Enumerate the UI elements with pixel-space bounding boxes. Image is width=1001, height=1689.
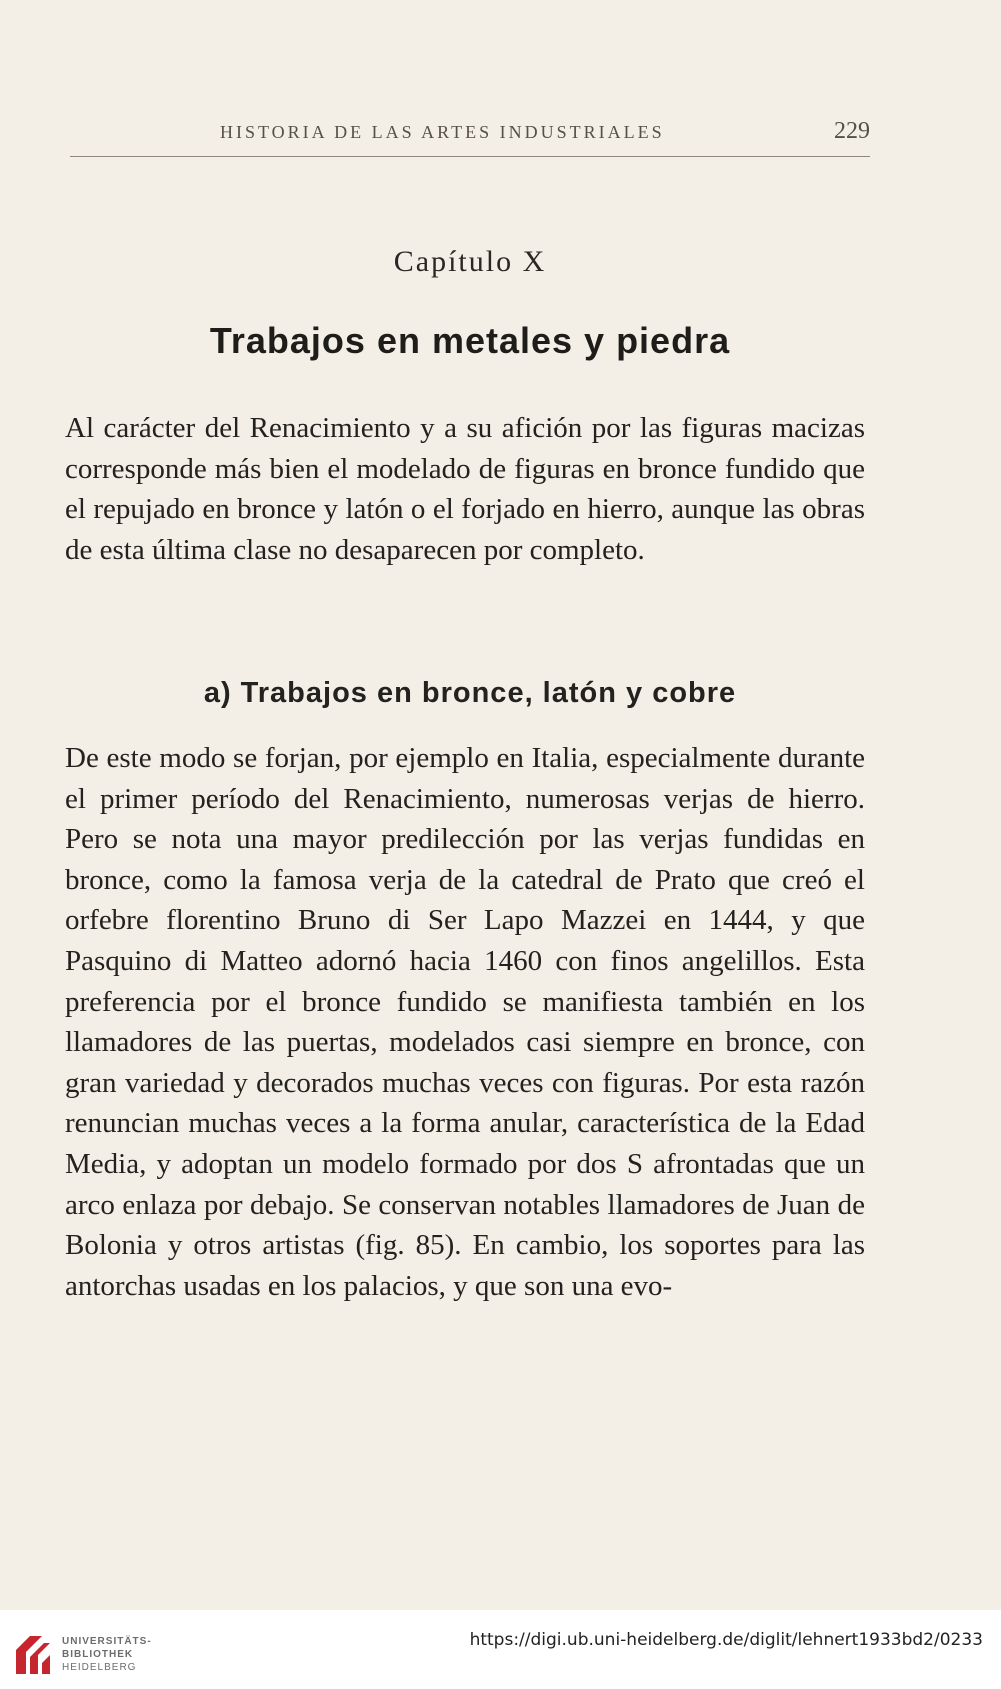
intro-paragraph: Al carácter del Renacimiento y a su afición por las figuras macizas corresponde más bien el modelado de figuras en bronce fundido que el repujado en bronce y latón o el forjado en hierro, aunque las obras de esta última clase no desaparecen por completo.: [65, 412, 865, 567]
library-name-line-2: BIBLIOTHEK: [62, 1649, 134, 1660]
library-name-line-1: UNIVERSITÄTS-: [62, 1636, 152, 1647]
chapter-label: Capítulo X: [393, 245, 547, 278]
section-heading: a) Trabajos en bronce, latón y cobre: [203, 677, 737, 709]
digital-copy-link[interactable]: https://digi.ub.uni-heidelberg.de/diglit/lehnert1933bd2/0233: [469, 1630, 983, 1650]
running-head-title: HISTORIA DE LAS ARTES INDUSTRIALES: [220, 122, 665, 142]
section-a-paragraph: De este modo se forjan, por ejemplo en Italia, especialmente durante el primer período del Renacimiento, numerosas verjas de hierro. Pero se nota una mayor predilección por las verjas fundidas en bronce, como la famosa verja de la catedral de Prato que creó el orfebre florentino Bruno di Ser Lapo Mazzei en 1444, y que Pasquino di Matteo adornó hacia 1460 con finos angelillos. Esta preferencia por el bronce fundido se manifiesta también en los llamadores de las puertas, modelados casi siempre en bronce, con gran variedad y decorados muchas veces con figuras. Por esta razón renuncian muchas veces a la forma anular, característica de la Edad Media, y adoptan un modelo formado por dos S afrontadas que un arco enlaza por debajo. Se conservan notables llamadores de Juan de Bolonia y otros artistas (fig. 85). En cambio, los soportes para las antorchas usadas en los palacios, y que son una evo-: [65, 742, 865, 1302]
running-head: [70, 118, 870, 146]
university-library-heidelberg-logo-icon: [12, 1632, 54, 1678]
library-name: [62, 1635, 152, 1674]
header-rule: [70, 156, 870, 157]
digitization-footer: [0, 1610, 1001, 1689]
library-name-line-3: HEIDELBERG: [62, 1662, 137, 1673]
chapter-title: Trabajos en metales y piedra: [209, 320, 731, 361]
page-number: 229: [834, 118, 870, 144]
